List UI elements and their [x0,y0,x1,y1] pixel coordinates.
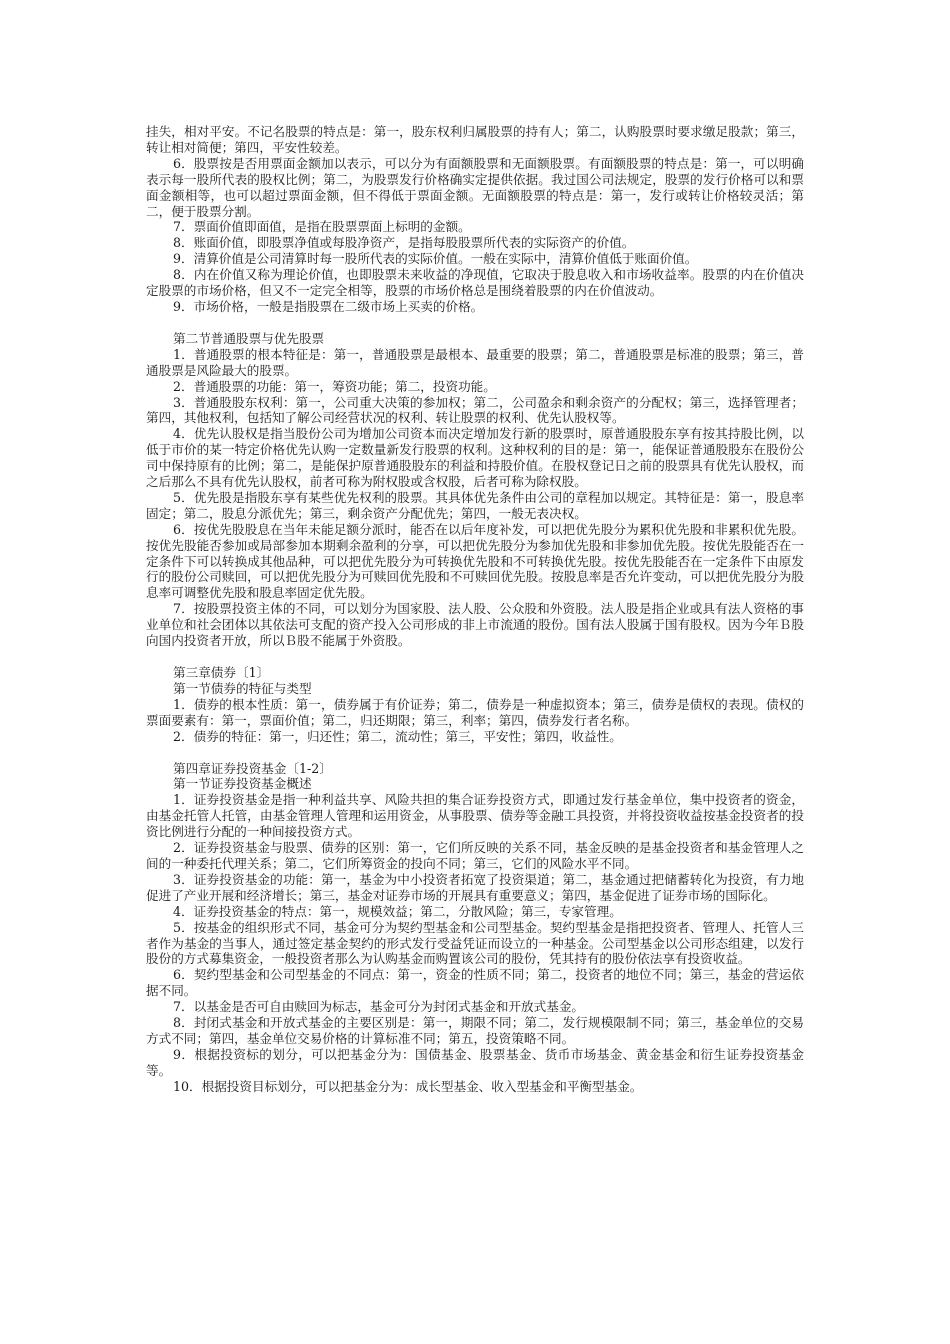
intro-paragraph-6: 8．内在价值又称为理论价值，也即股票未来收益的净现值，它取决于股息收入和市场收益率。股票的内在价值决定股票的市场价格，但又不一定完全相等，股票的市场价格总是围绕着股票的内在价值波动。 [146,267,804,299]
chapter4-paragraph-8: 8．封闭式基金和开放式基金的主要区别是：第一，期限不同；第二，发行规模限制不同；第三，基金单位的交易方式不同；第四，基金单位交易价格的计算标准不同；第五，投资策略不同。 [146,1015,804,1046]
intro-paragraph-5: 9．清算价值是公司清算时每一股所代表的实际价值。一般在实际中，清算价值低于账面价值。 [173,251,698,267]
chapter3-subheading: 第一节债券的特征与类型 [173,680,312,696]
intro-paragraph-4: 8．账面价值，即股票净值或每股净资产，是指每股股票所代表的实际资产的价值。 [173,235,635,251]
intro-paragraph-2: 6．股票按是否用票面金额加以表示，可以分为有面额股票和无面额股票。有面额股票的特点是：第一，可以明确表示每一股所代表的股权比例；第二，为股票发行价格确实定提供依据。我过国公司法规定，股票的发行价格可以和票面金额相等，也可以超过票面金额，但不得低于票面金额。无面额股票的特点是：第一，发行或转让价格较灵活；第二，便于股票分割。 [146,155,804,219]
section2-paragraph-7: 7．按股票投资主体的不同，可以划分为国家股、法人股、公众股和外资股。法人股是指企业或具有法人资格的事业单位和社会团体以其依法可支配的资产投入公司形成的非上市流通的股份。国有法人股属于国有股权。因为今年Ｂ股向国内投资者开放，所以Ｂ股不能属于外资股。 [146,601,804,649]
chapter3-paragraph-2: 2．债券的特征：第一，归还性；第二，流动性；第三，平安性；第四，收益性。 [173,728,622,744]
chapter4-paragraph-6: 6．契约型基金和公司型基金的不同点：第一，资金的性质不同；第二，投资者的地位不同；第三，基金的营运依据不同。 [146,967,804,999]
intro-paragraph-7: 9．市场价格，一般是指股票在二级市场上买卖的价格。 [173,298,484,314]
chapter4-paragraph-10: 10．根据投资目标划分，可以把基金分为：成长型基金、收入型基金和平衡型基金。 [173,1078,643,1094]
section2-paragraph-3: 3．普通股股东权利：第一，公司重大决策的参加权；第二，公司盈余和剩余资产的分配权；第三，选择管理者；第四，其他权利，包括知了解公司经营状况的权利、转让股票的权利、优先认股权等。 [146,394,804,426]
chapter4-subheading: 第一节证券投资基金概述 [173,776,312,792]
section-gap [146,315,804,331]
chapter4-paragraph-5: 5．按基金的组织形式不同，基金可分为契约型基金和公司型基金。契约型基金是指把投资者、管理人、托管人三者作为基金的当事人，通过签定基金契约的形式发行受益凭证而设立的一种基金。公司型基金以公司形态组建，以发行股份的方式募集资金，一般投资者那么为认购基金而购置该公司的股份，凭其持有的股份依法享有投资收益。 [146,919,804,967]
chapter4-paragraph-7: 7．以基金是否可自由赎回为标志，基金可分为封闭式基金和开放式基金。 [173,999,585,1015]
section2-paragraph-4: 4．优先认股权是指当股份公司为增加公司资本而决定增加发行新的股票时，原普通股股东享有按其持股比例，以低于市价的某一特定价格优先认购一定数量新发行股票的权利。这种权利的目的是：第一，能保证普通股股东在股份公司中保持原有的比例；第二，是能保护原普通股股东的利益和持股价值。在股权登记日之前的股票具有优先认股权，而之后那么不具有优先认股权，前者可称为附权股或含权股，后者可称为除权股。 [146,426,804,490]
chapter4-paragraph-1: 1．证券投资基金是指一种利益共享、风险共担的集合证券投资方式，即通过发行基金单位，集中投资者的资金，由基金托管人托管，由基金管理人管理和运用资金，从事股票、债券等金融工具投资，并将投资收益按基金投资者的投资比例进行分配的一种间接投资方式。 [146,792,804,840]
section2-paragraph-2: 2．普通股票的功能：第一，筹资功能；第二，投资功能。 [173,378,496,394]
chapter4-paragraph-4: 4．证券投资基金的特点：第一，规模效益；第二，分散风险；第三，专家管理。 [173,903,622,919]
section-heading-common-preferred-stock: 第二节普通股票与优先股票 [173,330,325,346]
chapter4-heading: 第四章证券投资基金〔1-2〕 [173,760,332,776]
intro-paragraph-3: 7．票面价值即面值，是指在股票票面上标明的金额。 [173,219,471,235]
section-gap [146,745,804,761]
section2-paragraph-6: 6．按优先股股息在当年未能足额分派时，能否在以后年度补发，可以把优先股分为累积优先股和非累积优先股。按优先股能否参加或局部参加本期剩余盈利的分享，可以把优先股分为参加优先股和非参加优先股。按优先股能否在一定条件下可以转换成其他品种，可以把优先股分为可转换优先股和不可转换优先股。按优先股能否在一定条件下由原发行的股份公司赎回，可以把优先股分为可赎回优先股和不可赎回优先股。按股息率是否允许变动，可以把优先股分为股息率可调整优先股和股息率固定优先股。 [146,521,804,601]
chapter4-paragraph-2: 2．证券投资基金与股票、债券的区别：第一，它们所反映的关系不同，基金反映的是基金投资者和基金管理人之间的一种委托代理关系；第二，它们所筹资金的投向不同；第三，它们的风险水平不同。 [146,840,804,871]
chapter4-paragraph-3: 3．证券投资基金的功能：第一，基金为中小投资者拓宽了投资渠道；第二，基金通过把储蓄转化为投资，有力地促进了产业开展和经济增长；第三，基金对证券市场的开展具有重要意义；第四，基金促进了证券市场的国际化。 [146,871,804,903]
section-gap [146,649,804,665]
section2-paragraph-1: 1．普通股票的根本特征是：第一，普通股票是最根本、最重要的股票；第二，普通股票是标准的股票；第三，普通股票是风险最大的股票。 [146,346,804,378]
intro-paragraph-1: 挂失，相对平安。不记名股票的特点是：第一，股东权利归属股票的持有人；第二，认购股票时要求缴足股款；第三，转让相对简便；第四，平安性较差。 [146,124,804,155]
document-page [146,124,804,1095]
chapter3-heading: 第三章债券〔1〕 [173,665,270,680]
chapter4-paragraph-9: 9．根据投资标的划分，可以把基金分为：国债基金、股票基金、货币市场基金、黄金基金和衍生证券投资基金等。 [146,1046,804,1078]
chapter3-paragraph-1: 1．债券的根本性质：第一，债券属于有价证券；第二，债券是一种虚拟资本；第三，债券是债权的表现。债权的票面要素有：第一，票面价值；第二，归还期限；第三，利率；第四，债券发行者名称。 [146,696,804,728]
section2-paragraph-5: 5．优先股是指股东享有某些优先权利的股票。其具体优先条件由公司的章程加以规定。其特征是：第一，股息率固定；第二，股息分派优先；第三，剩余资产分配优先；第四，一般无表决权。 [146,489,804,521]
